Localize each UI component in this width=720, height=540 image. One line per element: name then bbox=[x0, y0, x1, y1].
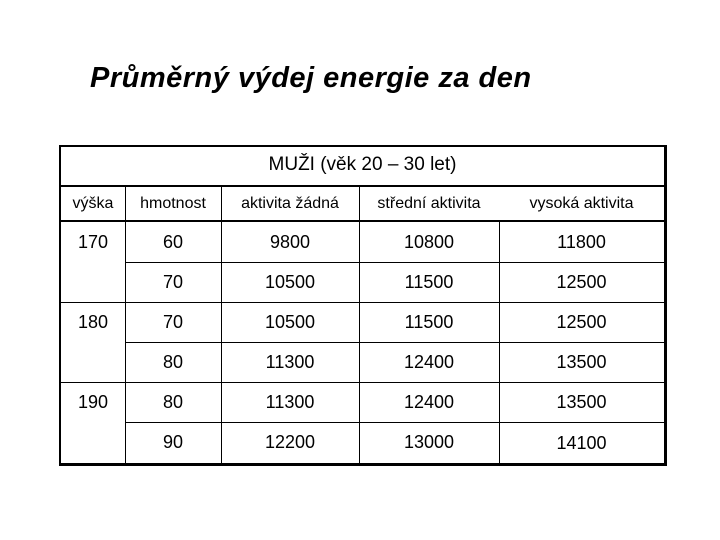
header-divider bbox=[359, 187, 360, 220]
cell-weight: 80 bbox=[162, 352, 184, 372]
cell-medium-activity: 11500 bbox=[404, 272, 454, 292]
header-divider bbox=[221, 187, 222, 220]
cell-weight: 90 bbox=[162, 432, 184, 452]
cell-no-activity: 12200 bbox=[264, 432, 316, 452]
cell-height: 170 bbox=[77, 232, 109, 252]
cell-height bbox=[61, 422, 125, 462]
cell-no-activity: 11300 bbox=[265, 352, 315, 372]
cell-medium-activity: 11500 bbox=[404, 312, 454, 332]
cell-high-activity: 14100 bbox=[556, 433, 607, 453]
energy-table bbox=[59, 145, 667, 466]
cell-medium-activity: 12400 bbox=[403, 392, 455, 412]
cell-no-activity: 10500 bbox=[264, 272, 316, 292]
table-caption: MUŽI (věk 20 – 30 let) bbox=[61, 147, 664, 187]
cell-high-activity: 13500 bbox=[556, 392, 607, 412]
cell-height: 180 bbox=[77, 312, 109, 332]
cell-weight: 80 bbox=[162, 392, 184, 412]
header-height: výška bbox=[72, 195, 114, 212]
cell-no-activity: 10500 bbox=[264, 312, 316, 332]
header-no-activity: aktivita žádná bbox=[241, 195, 339, 212]
cell-high-activity: 12500 bbox=[556, 312, 607, 332]
cell-height: 190 bbox=[77, 392, 109, 412]
cell-high-activity: 11800 bbox=[557, 232, 606, 252]
cell-medium-activity: 12400 bbox=[403, 352, 455, 372]
cell-high-activity: 12500 bbox=[556, 272, 607, 292]
cell-height bbox=[61, 262, 125, 302]
cell-medium-activity: 13000 bbox=[403, 432, 455, 452]
cell-weight: 70 bbox=[162, 312, 184, 332]
header-medium-activity: střední aktivita bbox=[377, 195, 481, 212]
cell-no-activity: 9800 bbox=[269, 232, 311, 252]
header-weight: hmotnost bbox=[140, 195, 206, 212]
table-header-row bbox=[61, 187, 664, 222]
cell-no-activity: 11300 bbox=[265, 392, 315, 412]
cell-high-activity: 13500 bbox=[556, 352, 607, 372]
header-high-activity: vysoká aktivita bbox=[529, 195, 634, 212]
cell-weight: 60 bbox=[162, 232, 184, 252]
cell-height bbox=[61, 342, 125, 382]
cell-weight: 70 bbox=[162, 272, 184, 292]
table-body bbox=[61, 222, 664, 463]
header-divider bbox=[125, 187, 126, 220]
cell-medium-activity: 10800 bbox=[403, 232, 455, 252]
slide-title: Průměrný výdej energie za den bbox=[90, 62, 532, 94]
